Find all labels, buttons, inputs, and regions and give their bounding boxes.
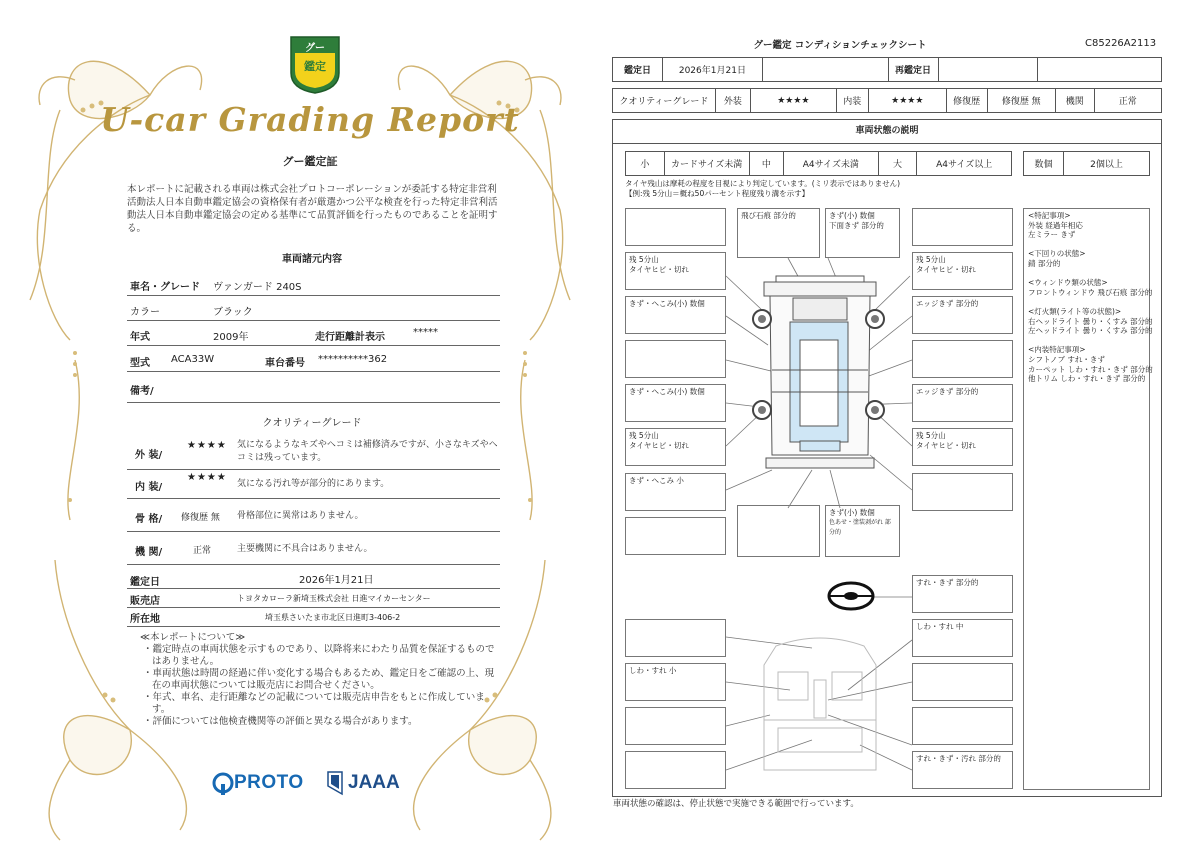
condition-section-title: 車両状態の説明 [612, 119, 1162, 144]
repair-label: 修復歴 [946, 89, 987, 113]
note-item: ・評価については他検査機関等の評価と異なる場合があります。 [143, 716, 418, 727]
condition-box [912, 208, 1013, 246]
chassis-value: **********362 [318, 354, 388, 365]
condition-text: きず(小) 数個 [829, 508, 875, 517]
engine-value: 正常 [193, 546, 212, 556]
count-label: 数個 [1024, 152, 1064, 176]
report-title: U-car Grading Report [100, 100, 520, 139]
condition-text: タイヤヒビ・切れ [916, 441, 976, 450]
interior-stars: ★★★★ [187, 472, 227, 483]
quality-row-interior [127, 471, 500, 499]
condition-text: 残 5分山 [916, 431, 946, 440]
quality-section-title: クオリティーグレード [262, 418, 362, 429]
steering-wheel-icon [829, 583, 873, 609]
quality-grade-label: クオリティーグレード [613, 89, 716, 113]
color-label: カラー [130, 307, 160, 318]
condition-text: タイヤヒビ・切れ [629, 265, 689, 274]
exterior-stars: ★★★★ [187, 440, 227, 451]
size-large-label: 大 [878, 152, 917, 176]
condition-box [625, 340, 726, 378]
condition-box [912, 707, 1013, 745]
condition-box-left-front-door [625, 296, 726, 334]
note-item: ・車両状態は時間の経過に伴い変化する場合もあるため、鑑定日をご確認の上、現在の車両状態については販売店にお問合せください。 [143, 668, 495, 691]
condition-box [625, 208, 726, 246]
appraisal-date-label: 鑑定日 [130, 577, 160, 588]
mileage-value: ***** [413, 327, 438, 338]
address-row [127, 609, 500, 627]
condition-box-left-rear [625, 473, 726, 511]
model-label: 型式 [130, 358, 150, 369]
spec-row-name [127, 272, 500, 296]
condition-text: タイヤヒビ・切れ [916, 265, 976, 274]
svg-text:鑑定: 鑑定 [304, 60, 326, 73]
engine-label: 機 関/ [135, 547, 163, 558]
size-mid-label: 中 [749, 152, 783, 176]
condition-box [912, 473, 1013, 511]
mileage-label: 走行距離計表示 [315, 332, 385, 343]
size-small-label: 小 [626, 152, 665, 176]
dealer-label: 販売店 [130, 596, 160, 607]
quality-row-frame [127, 500, 500, 532]
condition-box-right-front-tire [912, 252, 1013, 290]
condition-box-right-rear-door [912, 384, 1013, 422]
spec-row-year [127, 322, 500, 346]
note-line: シフトノブ すれ・きず [1028, 354, 1105, 364]
date-value: 2026年1月21日 [662, 58, 762, 82]
address-label: 所在地 [130, 614, 160, 625]
note-line: 外装 経過年相応 [1028, 220, 1083, 230]
engine-description: 主要機関に不具合はありません。 [237, 544, 373, 554]
size-mid-desc: A4サイズ未満 [784, 152, 879, 176]
name-value: ヴァンガード 240S [213, 282, 302, 293]
condition-text: すれ・きず 部分的 [916, 578, 979, 587]
note-line: カーペット しわ・すれ・きず 部分的 [1028, 364, 1153, 374]
note-line: 左ミラー きず [1028, 230, 1076, 240]
frame-value: 修復歴 無 [181, 513, 220, 523]
condition-text: しわ・すれ 小 [629, 666, 677, 675]
ext-label: 外装 [715, 89, 750, 113]
interior-description: 気になる汚れ等が部分的にあります。 [237, 479, 390, 489]
special-notes [1023, 208, 1153, 790]
note-item: ・鑑定時点の車両状態を示すものであり、以降将来にわたり品質を保証するものではありません。 [143, 644, 495, 667]
condition-box [625, 707, 726, 745]
condition-box-front-glass [737, 208, 820, 258]
appraisal-date-row [127, 566, 500, 589]
exterior-label: 外 装/ [135, 450, 163, 461]
condition-text: 残 5分山 [629, 255, 659, 264]
quality-row-exterior [127, 434, 500, 470]
condition-box [625, 517, 726, 555]
note-line: <ウィンドウ類の状態> [1028, 278, 1108, 288]
condition-text: しわ・すれ 中 [916, 622, 964, 631]
condition-box-front-bumper [825, 208, 900, 258]
year-label: 年式 [130, 332, 150, 343]
remarks-label: 備考/ [130, 386, 154, 397]
sheet-code: C85226A2113 [1085, 38, 1157, 49]
sheet-title: グー鑑定 コンディションチェックシート [753, 40, 927, 51]
size-large-desc: A4サイズ以上 [917, 152, 1012, 176]
condition-box-left-rear-tire [625, 428, 726, 466]
certificate-statement: 本レポートに記載される車両は株式会社プロトコーポレーションが委託する特定非営利活動法人日本自動車鑑定協会の資格保有者が厳選かつ公平な検査を行った特定非営利活動法人日本自動車鑑定協会の定める基準にて品質評価を行ったものであることを証明する。 [127, 184, 498, 234]
condition-text: 残 5分山 [629, 431, 659, 440]
interior-label: 内 装/ [135, 482, 163, 493]
condition-text: きず・へこみ(小) 数個 [629, 387, 705, 396]
jaaa-logo-icon [326, 770, 344, 796]
notes-title: ≪本レポートについて≫ [140, 632, 246, 643]
report-notes [140, 632, 500, 728]
size-small-desc: カードサイズ未満 [664, 152, 749, 176]
int-label: 内装 [836, 89, 868, 113]
note-line: <下回りの状態> [1028, 249, 1086, 259]
dealer-row [127, 590, 500, 608]
date-label: 鑑定日 [613, 58, 663, 82]
model-value: ACA33W [171, 354, 215, 365]
note-line: 右ヘッドライト 曇り・くすみ 部分的 [1028, 316, 1153, 326]
count-value: 2個以上 [1064, 152, 1150, 176]
address-value: 埼玉県さいたま市北区日進町3-406-2 [265, 613, 401, 622]
note-line [1028, 336, 1145, 346]
engine-label: 機関 [1056, 89, 1095, 113]
spec-section-title: 車両諸元内容 [282, 254, 342, 265]
note-line: 錆 部分的 [1028, 258, 1061, 268]
condition-box-left-seat [625, 663, 726, 701]
condition-box-rear-bumper [825, 505, 900, 557]
quality-row-engine [127, 533, 500, 565]
sheet-footer: 車両状態の確認は、停止状態で実施できる範囲で行っています。 [613, 799, 859, 809]
condition-box-right-rear-tire [912, 428, 1013, 466]
condition-box [737, 505, 820, 557]
note-line: 左ヘッドライト 曇り・くすみ 部分的 [1028, 326, 1153, 336]
redate-label: 再鑑定日 [888, 58, 938, 82]
appraisal-date-value: 2026年1月21日 [299, 575, 374, 586]
condition-box [912, 663, 1013, 701]
note-line: <灯火類(ライト等の状態)> [1028, 306, 1122, 316]
spec-row-model [127, 347, 500, 372]
ext-value: ★★★★ [751, 89, 837, 113]
condition-text: 下面きず 部分的 [829, 221, 884, 230]
dealer-value: トヨタカローラ新埼玉株式会社 日進マイカーセンター [237, 594, 431, 603]
spec-row-remarks [127, 373, 500, 403]
engine-value: 正常 [1094, 89, 1161, 113]
note-line [1028, 297, 1145, 307]
condition-box-left-front-tire [625, 252, 726, 290]
condition-box-steering [912, 575, 1013, 613]
svg-text:グー: グー [305, 43, 325, 54]
frame-label: 骨 格/ [135, 514, 163, 525]
name-label: 車名・グレード [130, 282, 200, 293]
tire-note-line: タイヤ残山は摩耗の程度を目視により判定しています。(ミリ表示ではありません) [625, 179, 901, 188]
condition-check-sheet [600, 0, 1200, 848]
condition-box [625, 619, 726, 657]
chassis-label: 車台番号 [265, 358, 305, 369]
goo-kantei-badge-icon [287, 33, 343, 95]
note-line [1028, 269, 1145, 279]
int-value: ★★★★ [868, 89, 946, 113]
condition-text: 色あせ・塗装剥がれ 部分的 [829, 519, 891, 536]
condition-text: 飛び石痕 部分的 [741, 211, 796, 220]
condition-text: エッジきず 部分的 [916, 387, 979, 396]
condition-box-left-rear-door [625, 384, 726, 422]
condition-text: 残 5分山 [916, 255, 946, 264]
proto-logo: PROTO [234, 772, 304, 793]
note-line: フロントウィンドウ 飛び石痕 部分的 [1028, 287, 1153, 297]
note-line: <特記事項> [1028, 211, 1071, 220]
jaaa-logo: JAAA [348, 772, 400, 793]
year-value: 2009年 [213, 332, 249, 343]
condition-text: きず(小) 数個 [829, 211, 875, 220]
condition-text: タイヤヒビ・切れ [629, 441, 689, 450]
note-line: 他トリム しわ・すれ・きず 部分的 [1028, 374, 1146, 384]
repair-value: 修復歴 無 [987, 89, 1055, 113]
color-value: ブラック [213, 307, 253, 318]
note-line [1028, 240, 1145, 250]
certificate-title: グー鑑定証 [282, 155, 338, 168]
exterior-description: 気になるようなキズやヘコミは補修済みですが、小さなキズやヘコミは残っています。 [237, 440, 498, 463]
condition-box-right-seat [912, 619, 1013, 657]
note-line: <内装特記事項> [1028, 345, 1086, 355]
proto-logo-icon [212, 772, 234, 796]
condition-box [912, 340, 1013, 378]
condition-box-right-front-door [912, 296, 1013, 334]
spec-row-color [127, 297, 500, 321]
condition-text: すれ・きず・汚れ 部分的 [916, 754, 1001, 763]
tire-note-line: 【例:残 5分山＝概ね50パーセント程度残り溝を示す】 [625, 189, 810, 198]
condition-box-rear-seat [912, 751, 1013, 789]
note-item: ・年式、車名、走行距離などの記載については販売店申告をもとに作成しています。 [143, 692, 485, 715]
condition-text: きず・へこみ(小) 数個 [629, 299, 705, 308]
condition-text: きず・へこみ 小 [629, 476, 684, 485]
frame-description: 骨格部位に異常はありません。 [237, 511, 364, 521]
condition-text: エッジきず 部分的 [916, 299, 979, 308]
condition-box [625, 751, 726, 789]
